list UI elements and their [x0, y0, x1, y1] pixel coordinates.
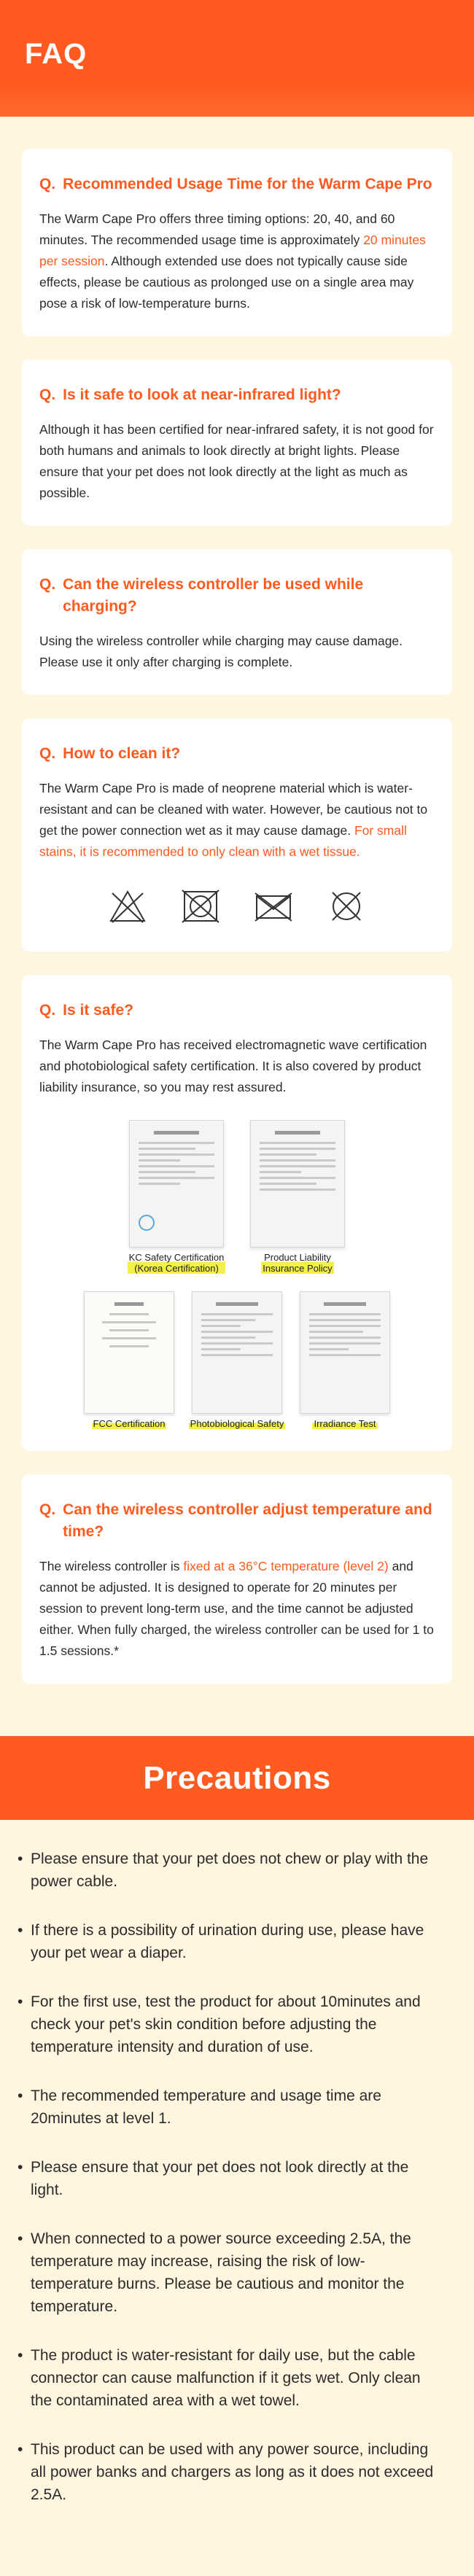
question-text: Is it safe?	[63, 1002, 134, 1019]
cert-irradiance	[296, 1291, 394, 1429]
cert-label: Irradiance Test	[314, 1418, 376, 1429]
faq-title: FAQ	[25, 38, 88, 70]
answer-text: The Warm Cape Pro offers three timing options: 20, 40, and 60 minutes. The recommended usage time is approximately	[39, 211, 395, 247]
faq-card-controller-adjust	[22, 1474, 452, 1684]
answer-highlight: 20 minutes per session	[39, 233, 426, 268]
precaution-item: • The product is water-resistant for daily use, but the cable connector can cause malfunction if it gets wet. Only clean the contaminated area with a wet towel.	[16, 2344, 445, 2412]
cert-label: KC Safety Certification (Korea Certification)	[128, 1252, 225, 1274]
q-mark: Q.	[39, 576, 56, 593]
faq-answer	[39, 209, 435, 314]
faq-answer: Using the wireless controller while charging may cause damage. Please use it only after charging is complete.	[39, 634, 403, 669]
answer-text: and cannot be adjusted. It is designed to operate for 20 minutes per session to prevent long-term use, and the time cannot be adjusted either. When fully charged, the wireless controller can be used for 1 to 1.5 sessions.*	[39, 1559, 434, 1658]
faq-question	[39, 574, 435, 618]
faq-answer	[39, 778, 435, 863]
precaution-item: • For the first use, test the product for about 10minutes and check your pet's skin condition before adjusting the temperature intensity and duration of use.	[16, 1991, 445, 2058]
precaution-item: • If there is a possibility of urination during use, please have your pet wear a diaper.	[16, 1919, 445, 1964]
q-mark: Q.	[39, 745, 56, 762]
faq-question	[39, 743, 435, 765]
faq-question	[39, 174, 435, 195]
cert-liability-insurance	[246, 1120, 349, 1274]
no-machine-wash-icon	[179, 887, 222, 925]
cert-fcc	[80, 1291, 178, 1429]
answer-text: The wireless controller is	[39, 1559, 184, 1573]
q-mark: Q.	[39, 1002, 56, 1019]
q-mark: Q.	[39, 176, 56, 192]
precautions-title: Precautions	[143, 1759, 331, 1796]
faq-card-usage-time	[22, 149, 452, 336]
faq-list	[0, 149, 474, 1684]
question-text: Can the wireless controller adjust temperature and time?	[63, 1501, 432, 1540]
cert-document-image	[300, 1291, 390, 1414]
care-icons	[39, 887, 435, 925]
question-text: Can the wireless controller be used while charging?	[63, 576, 364, 615]
cert-label: Product Liability Insurance Policy	[263, 1252, 333, 1274]
faq-header	[0, 0, 474, 117]
cert-document-image	[250, 1120, 345, 1248]
cert-document-image	[129, 1120, 224, 1248]
q-mark: Q.	[39, 1501, 56, 1518]
answer-text: The Warm Cape Pro is made of neoprene material which is water-resistant and can be cleaned with water. However, be cautious not to get the power connection wet as it may cause damage.	[39, 781, 428, 838]
faq-question	[39, 1499, 435, 1543]
question-text: How to clean it?	[63, 745, 181, 762]
precaution-item: • This product can be used with any power source, including all power banks and chargers as long as it does not exceed 2.5A.	[16, 2438, 445, 2506]
faq-answer	[39, 1556, 435, 1662]
faq-card-cleaning	[22, 718, 452, 952]
cert-row	[39, 1291, 435, 1429]
precautions-header	[0, 1736, 474, 1820]
no-tumble-dry-icon	[252, 887, 295, 925]
precaution-item: • The recommended temperature and usage time are 20minutes at level 1.	[16, 2085, 445, 2130]
precautions-list	[0, 1820, 474, 2576]
faq-answer: The Warm Cape Pro has received electromagnetic wave certification and photobiological safety certification. It is also covered by product liability insurance, so you may rest assured.	[39, 1038, 427, 1094]
precaution-item: • When connected to a power source exceeding 2.5A, the temperature may increase, raising the risk of low-temperature burns. Please be cautious and monitor the temperature.	[16, 2227, 445, 2318]
faq-card-safety	[22, 975, 452, 1451]
faq-question	[39, 1000, 435, 1022]
cert-row	[39, 1120, 435, 1274]
cert-document-image	[84, 1291, 174, 1414]
cert-kc	[125, 1120, 228, 1274]
section-spacer	[0, 1707, 474, 1736]
cert-photobiological	[188, 1291, 286, 1429]
no-dry-clean-icon	[325, 887, 368, 925]
cert-label: FCC Certification	[93, 1418, 166, 1429]
answer-text: . Although extended use does not typically cause side effects, please be cautious as prolonged use on a single area may pose a risk of low-temperature burns.	[39, 254, 414, 311]
precaution-item: • Please ensure that your pet does not look directly at the light.	[16, 2156, 445, 2201]
faq-question	[39, 384, 435, 406]
q-mark: Q.	[39, 386, 56, 403]
no-bleach-icon	[106, 887, 149, 925]
faq-card-near-infrared	[22, 359, 452, 526]
answer-highlight: For small stains, it is recommended to only clean with a wet tissue.	[39, 823, 407, 859]
faq-card-controller-charging	[22, 549, 452, 695]
cert-document-image	[192, 1291, 282, 1414]
faq-answer: Although it has been certified for near-infrared safety, it is not good for both humans and animals to look directly at bright lights. Please ensure that your pet does not look directly at the light as much as possible.	[39, 422, 434, 500]
cert-label: Photobiological Safety	[190, 1418, 284, 1429]
answer-highlight: fixed at a 36°C temperature (level 2)	[183, 1559, 389, 1573]
question-text: Is it safe to look at near-infrared light?	[63, 386, 341, 403]
precaution-item: • Please ensure that your pet does not chew or play with the power cable.	[16, 1848, 445, 1893]
question-text: Recommended Usage Time for the Warm Cape Pro	[63, 176, 432, 192]
